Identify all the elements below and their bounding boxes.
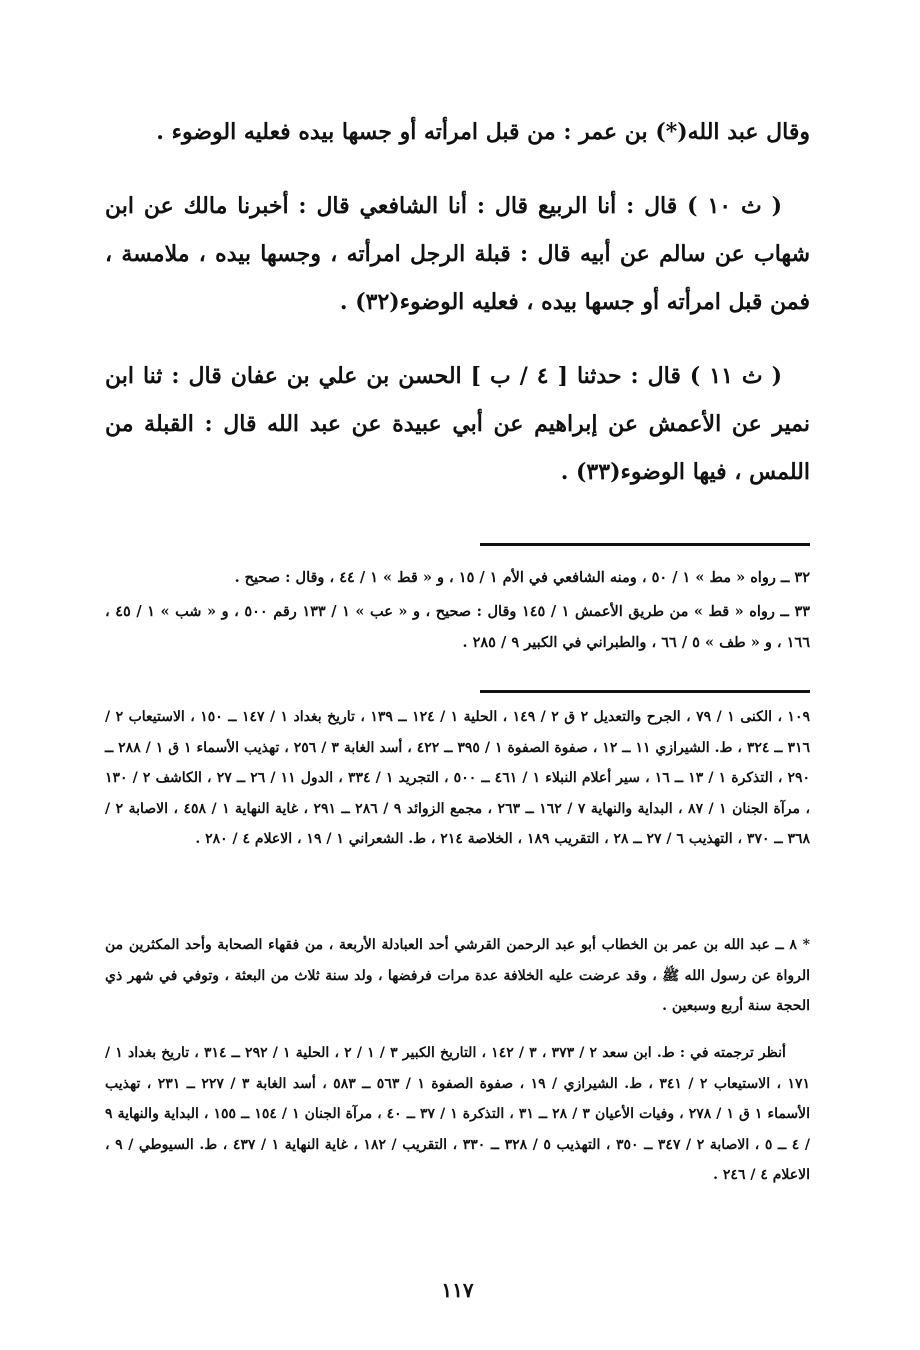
book-page — [105, 0, 810, 1350]
footnote-divider — [480, 543, 810, 546]
biography-ibn-umar: * ٨ ــ عبد الله بن عمر بن الخطاب أبو عبد الرحمن القرشي أحد العبادلة الأربعة ، من فقهاء الصحابة وأحد المكثرين من الرواة عن رسول الله ﷺ ، وقد عرضت عليه الخلافة عدة مرات فرفضها ، ولد سنة ثلاث من البعثة ، وتوفي في شهر ذي الحجة سنة أربع وسبعين . — [105, 937, 810, 1014]
footnote-33: ٣٣ ــ رواه « قط » من طريق الأعمش ١ / ١٤٥ وقال : صحيح ، و « عب » ١ / ١٣٣ رقم ٥٠٠ ، و « شب » ١ / ٤٥ ، ١٦٦ ، و « طف » ٥ / ٦٦ ، والطبراني في الكبير ٩ / ٢٨٥ . — [105, 603, 811, 651]
biography-divider — [480, 690, 810, 693]
hadith-11-paragraph: ( ث ١١ ) قال : حدثنا [ ٤ / ب ] الحسن بن علي بن عفان قال : ثنا ابن نمير عن الأعمش عن إبراهيم عن أبي عبيدة عن عبد الله قال : القبلة من اللمس ، فيها الوضوء(٣٣) . — [105, 363, 810, 485]
footnote-32: ٣٢ ــ رواه « مط » ١ / ٥٠ ، ومنه الشافعي في الأم ١ / ١٥ ، و « قط » ١ / ٤٤ ، وقال : صحيح . — [234, 569, 810, 586]
page-number: ١١٧ — [441, 1278, 474, 1302]
biography-sources: أنظر ترجمته في : ط. ابن سعد ٢ / ٣٧٣ ، ٣ / ١٤٢ ، التاريخ الكبير ٣ / ١ / ٢ ، الحلية ١ / ٢٩٢ ــ ٣١٤ ، تاريخ بغداد ١ / ١٧١ ، الاستيعاب ٢ / ٣٤١ ، ط. الشيرازي / ١٩ ، صفوة الصفوة ١ / ٥٦٣ ــ ٥٨٣ ، أسد الغابة ٣ / ٢٢٧ ــ ٢٣١ ، تهذيب الأسماء ١ ق ١ / ٢٧٨ ، وفيات الأعيان ٣ / ٢٨ ــ ٣١ ، التذكرة ١ / ٣٧ ــ ٤٠ ، مرآة الجنان ١ / ١٥٤ ــ ١٥٥ ، البداية والنهاية ٩ / ٤ ــ ٥ ، الاصابة ٢ / ٣٤٧ ــ ٣٥٠ ، التهذيب ٥ / ٣٢٨ ــ ٣٣٠ ، التقريب / ١٨٢ ، غاية النهاية ١ / ٤٣٧ ، ط. السيوطي / ٩ ، الاعلام ٤ / ٢٤٦ . — [105, 1045, 811, 1183]
hadith-10-paragraph: ( ث ١٠ ) قال : أنا الربيع قال : أنا الشافعي قال : أخبرنا مالك عن ابن شهاب عن سالم عن أبيه قال : قبلة الرجل امرأته ، وجسها بيده ، ملامسة ، فمن قبل امرأته أو جسها بيده ، فعليه الوضوء(٣٢) . — [105, 193, 810, 315]
biography-references-continued: ١٠٩ ، الكنى ١ / ٧٩ ، الجرح والتعديل ٢ ق ٢ / ١٤٩ ، الحلية ١ / ١٢٤ ــ ١٣٩ ، تاريخ بغداد ١ / ١٤٧ ــ ١٥٠ ، الاستيعاب ٢ / ٣١٦ ــ ٣٢٤ ، ط. الشيرازي ١١ ــ ١٢ ، صفوة الصفوة ١ / ٣٩٥ ــ ٤٢٢ ، أسد الغابة ٣ / ٢٥٦ ، تهذيب الأسماء ١ ق ١ / ٢٨٨ ــ ٢٩٠ ، التذكرة ١ / ١٣ ــ ١٦ ، سير أعلام النبلاء ١ / ٤٦١ ــ ٥٠٠ ، التجريد ١ / ٣٣٤ ، الدول ١١ / ٢٦ ــ ٢٧ ، الكاشف ٢ / ١٣٠ ، مرآة الجنان ١ / ٨٧ ، البداية والنهاية ٧ / ١٦٢ ــ ٢٦٣ ، مجمع الزوائد ٩ / ٢٨٦ ــ ٢٩١ ، غاية النهاية ١ / ٤٥٨ ، الاصابة ٢ / ٣٦٨ ــ ٣٧٠ ، التهذيب ٦ / ٢٧ ــ ٢٨ ، التقريب ١٨٩ ، الخلاصة ٢١٤ ، ط. الشعراني ١ / ١٩ ، الاعلام ٤ / ٢٨٠ . — [105, 709, 811, 847]
intro-paragraph: وقال عبد الله(*) بن عمر : من قبل امرأته أو جسها بيده فعليه الوضوء . — [156, 119, 810, 145]
